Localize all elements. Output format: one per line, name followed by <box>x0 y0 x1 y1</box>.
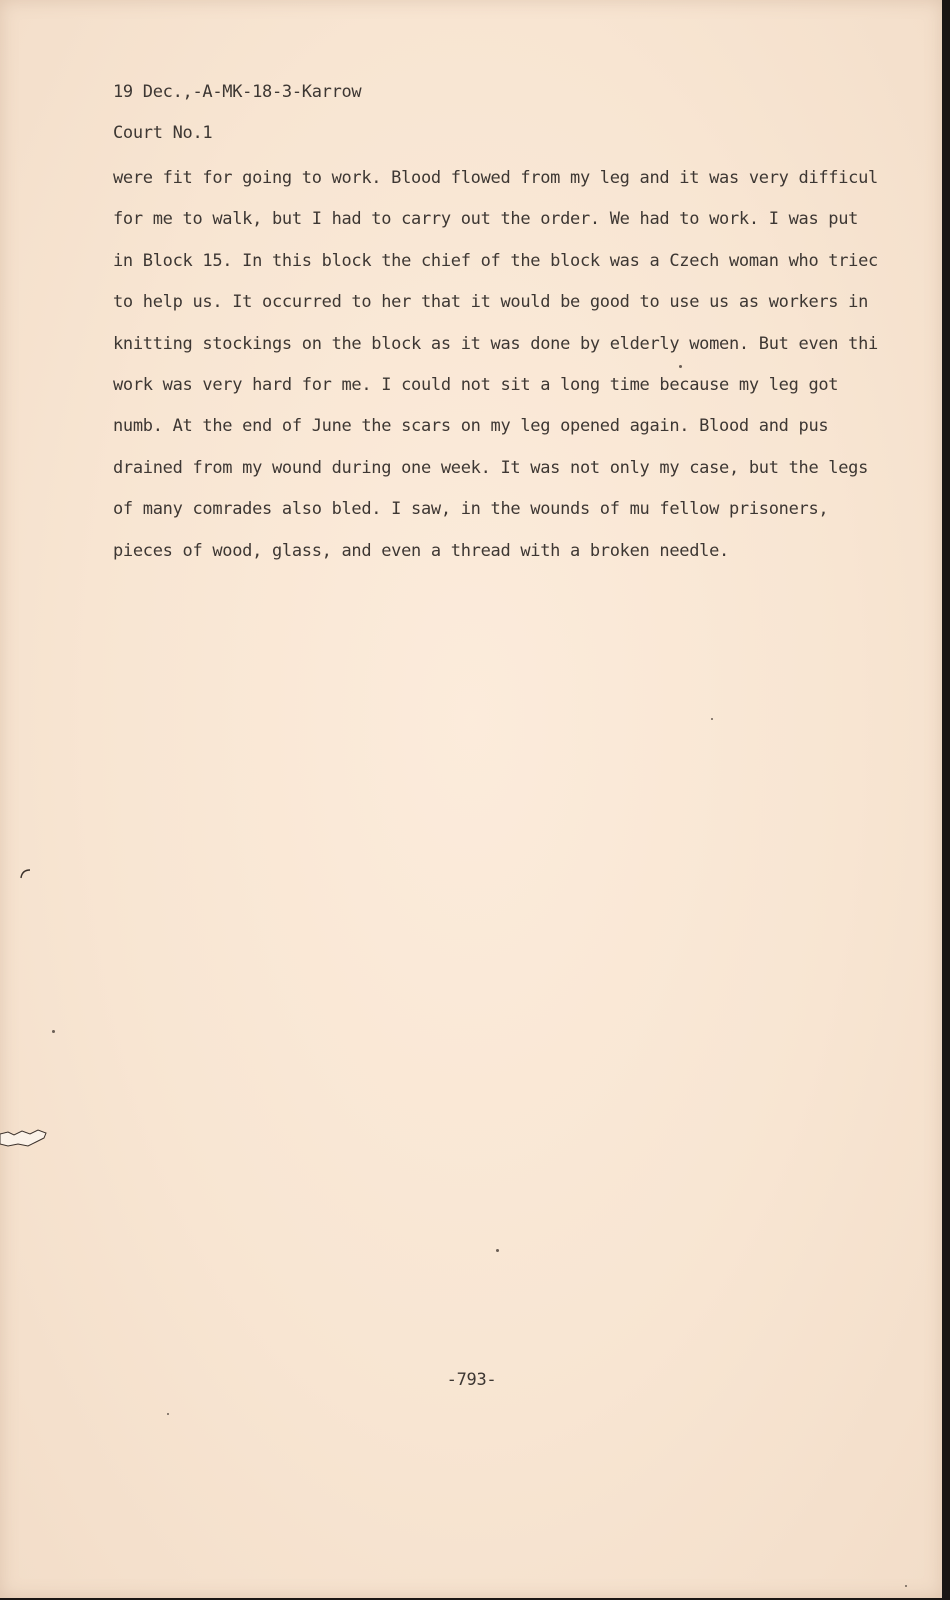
body-line: numb. At the end of June the scars on my leg opened again. Blood and pus <box>113 416 829 437</box>
court-number-header: Court No.1 <box>113 123 213 143</box>
paper-speck <box>496 1249 499 1252</box>
paper-speck <box>167 1413 169 1415</box>
paper-speck <box>711 718 713 720</box>
pencil-mark <box>18 868 32 880</box>
body-line: in Block 15. In this block the chief of the block was a Czech woman who triec <box>113 250 878 271</box>
scan-border <box>942 0 950 1600</box>
paper-speck <box>679 365 682 368</box>
body-line: to help us. It occurred to her that it would be good to use us as workers in <box>113 292 869 313</box>
body-line: work was very hard for me. I could not sit a long time because my leg got <box>113 375 839 396</box>
page-number: -793- <box>446 1370 497 1390</box>
body-line: for me to walk, but I had to carry out the order. We had to work. I was put <box>113 209 859 230</box>
body-line: pieces of wood, glass, and even a thread with a broken needle. <box>113 540 729 561</box>
paper-speck <box>52 1030 55 1033</box>
body-line: of many comrades also bled. I saw, in the wounds of mu fellow prisoners, <box>113 499 829 520</box>
paper-speck <box>905 1585 907 1587</box>
document-reference-header: 19 Dec.,-A-MK-18-3-Karrow <box>113 82 362 102</box>
torn-edge-mark <box>0 1128 50 1156</box>
body-line: were fit for going to work. Blood flowed from my leg and it was very difficul <box>113 168 878 188</box>
body-line: drained from my wound during one week. It was not only my case, but the legs <box>113 457 869 478</box>
body-line: knitting stockings on the block as it was done by elderly women. But even thi <box>113 333 878 354</box>
testimony-body <box>113 158 903 572</box>
